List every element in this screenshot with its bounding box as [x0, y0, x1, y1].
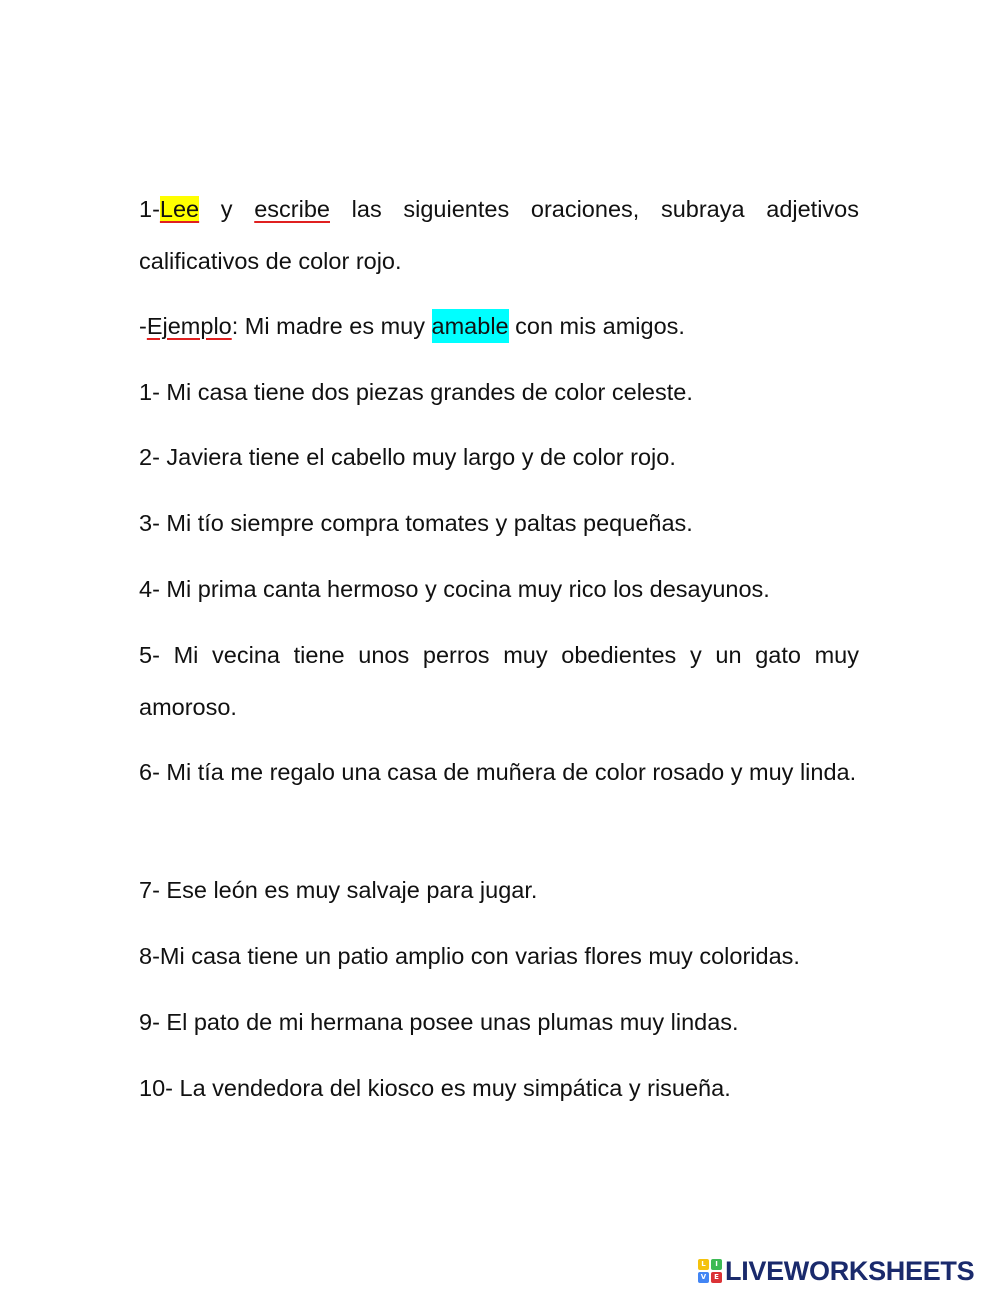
- logo-block-i: I: [711, 1259, 722, 1270]
- sentence-6: 6- Mi tía me regalo una casa de muñera de color rosado y muy linda.: [139, 759, 857, 785]
- sentence-2: 2- Javiera tiene el cabello muy largo y de color rojo.: [139, 444, 676, 470]
- sentence-5: 5- Mi vecina tiene unos perros muy obedientes y un gato muy amoroso.: [139, 642, 859, 720]
- highlight-lee: Lee: [159, 196, 200, 222]
- instruction-prefix: 1-: [139, 196, 160, 222]
- instruction-paragraph: [139, 183, 859, 287]
- liveworksheets-logo: [698, 1256, 974, 1286]
- sentence-3: 3- Mi tío siempre compra tomates y paltas pequeñas.: [139, 510, 693, 536]
- logo-block-e: E: [711, 1272, 722, 1283]
- liveworksheets-blocks-icon: [698, 1259, 722, 1283]
- example-after: con mis amigos.: [508, 313, 685, 339]
- sentence-1: 1- Mi casa tiene dos piezas grandes de color celeste.: [139, 379, 693, 405]
- sentence-7: 7- Ese león es muy salvaje para jugar.: [139, 877, 538, 903]
- instruction-connector: y: [199, 196, 255, 222]
- instruction-rest: las siguientes oraciones, subraya adjetivos calificativos de color rojo.: [139, 196, 859, 274]
- example-highlight: amable: [432, 309, 509, 343]
- example-line: [139, 300, 859, 352]
- sentence-8: 8-Mi casa tiene un patio amplio con varias flores muy coloridas.: [139, 943, 800, 969]
- underline-escribe: escribe: [254, 196, 330, 222]
- sentence-10: 10- La vendedora del kiosco es muy simpática y risueña.: [139, 1075, 731, 1101]
- example-dash: -: [139, 313, 147, 339]
- logo-block-l: L: [698, 1259, 709, 1270]
- sentence-4: 4- Mi prima canta hermoso y cocina muy rico los desayunos.: [139, 576, 770, 602]
- logo-block-v: V: [698, 1272, 709, 1283]
- logo-text: LIVEWORKSHEETS: [725, 1255, 975, 1286]
- example-before: : Mi madre es muy: [231, 313, 432, 339]
- example-label: Ejemplo: [146, 313, 232, 339]
- sentence-9: 9- El pato de mi hermana posee unas plumas muy lindas.: [139, 1009, 739, 1035]
